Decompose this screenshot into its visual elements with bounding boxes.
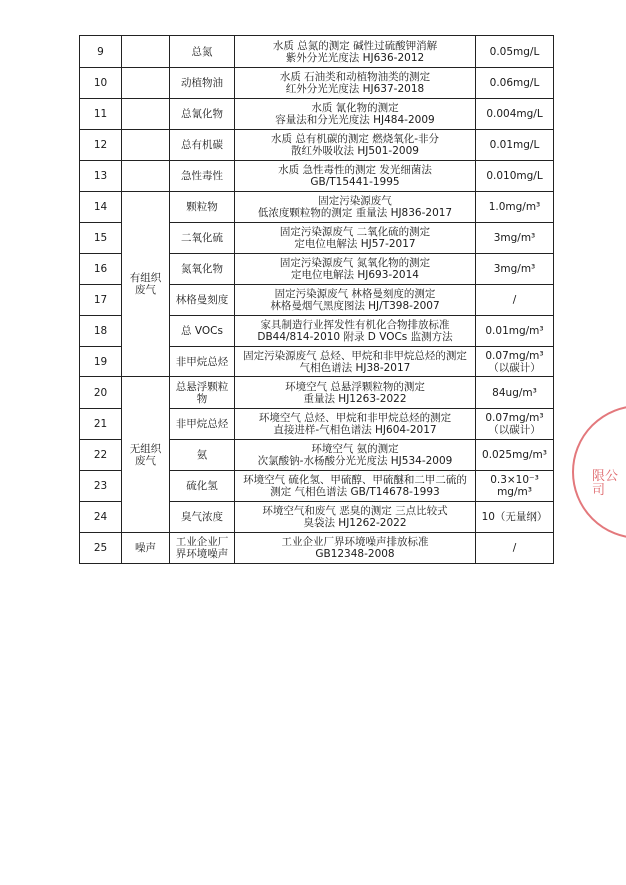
item-name: 总氮 xyxy=(170,36,235,68)
method-cell xyxy=(235,377,476,409)
method-cell xyxy=(235,347,476,377)
method-line: GB/T15441-1995 xyxy=(310,176,400,188)
detection-limit: 0.01mg/L xyxy=(476,130,554,161)
method-line: 家具制造行业挥发性有机化合物排放标准 xyxy=(260,319,450,331)
detection-limit: 0.010mg/L xyxy=(476,161,554,192)
category-unorganized-gas: 无组织废气 xyxy=(122,377,170,533)
method-line: 红外分光光度法 HJ637-2018 xyxy=(285,83,425,95)
table-row xyxy=(80,99,554,130)
row-number: 19 xyxy=(80,347,122,377)
row-number: 15 xyxy=(80,223,122,254)
item-name: 总有机碳 xyxy=(170,130,235,161)
detection-limit: 0.025mg/m³ xyxy=(476,440,554,471)
method-cell xyxy=(235,36,476,68)
method-line: 林格曼烟气黑度图法 HJ/T398-2007 xyxy=(270,300,440,312)
method-line: 紫外分光光度法 HJ636-2012 xyxy=(285,51,425,64)
item-name: 动植物油 xyxy=(170,68,235,99)
table-row xyxy=(80,192,554,223)
row-number: 10 xyxy=(80,68,122,99)
item-name: 氮氧化物 xyxy=(170,254,235,285)
category-noise: 噪声 xyxy=(122,533,170,564)
method-line: 定电位电解法 HJ693-2014 xyxy=(291,269,419,281)
row-number: 17 xyxy=(80,285,122,316)
item-name: 工业企业厂界环境噪声 xyxy=(170,533,235,564)
method-line: 固定污染源废气 林格曼刻度的测定 xyxy=(274,288,436,300)
method-cell xyxy=(235,316,476,347)
method-cell xyxy=(235,254,476,285)
method-cell xyxy=(235,409,476,440)
method-line: 环境空气 总悬浮颗粒物的测定 xyxy=(285,380,425,393)
method-line: 工业企业厂界环境噪声排放标准 xyxy=(281,536,429,548)
detection-limit: / xyxy=(476,285,554,316)
item-name: 非甲烷总烃 xyxy=(170,409,235,440)
row-number: 16 xyxy=(80,254,122,285)
method-cell xyxy=(235,130,476,161)
method-line: 环境空气 总烃、甲烷和非甲烷总烃的测定 xyxy=(258,412,452,424)
detection-limit: / xyxy=(476,533,554,564)
method-line: 次氯酸钠-水杨酸分光光度法 HJ534-2009 xyxy=(257,455,453,467)
method-cell xyxy=(235,285,476,316)
method-line: 水质 石油类和动植物油类的测定 xyxy=(279,71,431,83)
method-cell xyxy=(235,99,476,130)
category-cell-empty xyxy=(122,130,170,161)
detection-limit: 0.06mg/L xyxy=(476,68,554,99)
method-line: 固定污染源废气 总烃、甲烷和非甲烷总烃的测定 xyxy=(243,349,467,362)
method-line: 固定污染源废气 氮氧化物的测定 xyxy=(279,257,431,269)
row-number: 18 xyxy=(80,316,122,347)
detection-limit: 0.3×10⁻³ mg/m³ xyxy=(476,471,554,502)
row-number: 11 xyxy=(80,99,122,130)
method-line: 臭袋法 HJ1262-2022 xyxy=(303,517,407,529)
item-name: 急性毒性 xyxy=(170,161,235,192)
row-number: 25 xyxy=(80,533,122,564)
detection-limit: 84ug/m³ xyxy=(476,377,554,409)
method-line: 测定 气相色谱法 GB/T14678-1993 xyxy=(270,486,440,498)
method-cell xyxy=(235,440,476,471)
row-number: 9 xyxy=(80,36,122,68)
method-line: 直接进样-气相色谱法 HJ604-2017 xyxy=(273,424,437,436)
method-line: GB12348-2008 xyxy=(315,548,395,560)
item-name: 总氰化物 xyxy=(170,99,235,130)
category-cell-empty xyxy=(122,161,170,192)
row-number: 21 xyxy=(80,409,122,440)
category-cell-empty xyxy=(122,68,170,99)
detection-limit: 3mg/m³ xyxy=(476,254,554,285)
method-line: 水质 氰化物的测定 xyxy=(311,102,399,114)
row-number: 20 xyxy=(80,377,122,409)
method-line: 水质 急性毒性的测定 发光细菌法 xyxy=(278,164,432,176)
method-line: 环境空气和废气 恶臭的测定 三点比较式 xyxy=(262,505,448,517)
table-row xyxy=(80,36,554,68)
item-name: 总 VOCs xyxy=(170,316,235,347)
method-line: 环境空气 硫化氢、甲硫醇、甲硫醚和二甲二硫的 xyxy=(243,474,467,486)
row-number: 23 xyxy=(80,471,122,502)
category-organized-gas: 有组织废气 xyxy=(122,192,170,377)
method-line: 容量法和分光光度法 HJ484-2009 xyxy=(275,114,435,126)
row-number: 24 xyxy=(80,502,122,533)
category-cell-empty xyxy=(122,36,170,68)
detection-limit: 0.07mg/m³（以碳计） xyxy=(476,347,554,377)
method-cell xyxy=(235,161,476,192)
method-cell xyxy=(235,471,476,502)
detection-limit: 3mg/m³ xyxy=(476,223,554,254)
company-seal-text: 限公司 xyxy=(592,469,619,498)
table-row xyxy=(80,68,554,99)
row-number: 13 xyxy=(80,161,122,192)
method-line: DB44/814-2010 附录 D VOCs 监测方法 xyxy=(257,331,453,343)
detection-limit: 1.0mg/m³ xyxy=(476,192,554,223)
method-line: 定电位电解法 HJ57-2017 xyxy=(294,238,416,250)
item-name: 林格曼刻度 xyxy=(170,285,235,316)
row-number: 12 xyxy=(80,130,122,161)
table-row xyxy=(80,130,554,161)
method-cell xyxy=(235,223,476,254)
method-line: 环境空气 氨的测定 xyxy=(311,443,399,455)
method-line: 水质 总氮的测定 碱性过硫酸钾消解 xyxy=(272,39,438,52)
table-row xyxy=(80,161,554,192)
method-cell xyxy=(235,68,476,99)
method-line: 固定污染源废气 二氧化硫的测定 xyxy=(279,226,431,238)
method-line: 固定污染源废气 xyxy=(318,195,392,207)
item-name: 二氧化硫 xyxy=(170,223,235,254)
row-number: 14 xyxy=(80,192,122,223)
method-line: 散红外吸收法 HJ501-2009 xyxy=(291,145,419,157)
row-number: 22 xyxy=(80,440,122,471)
item-name: 硫化氢 xyxy=(170,471,235,502)
item-name: 氨 xyxy=(170,440,235,471)
detection-limit: 0.07mg/m³（以碳计） xyxy=(476,409,554,440)
table-row xyxy=(80,533,554,564)
method-line: 水质 总有机碳的测定 燃烧氧化-非分 xyxy=(271,133,439,145)
category-cell-empty xyxy=(122,99,170,130)
detection-limit: 0.004mg/L xyxy=(476,99,554,130)
item-name: 颗粒物 xyxy=(170,192,235,223)
detection-limit: 0.05mg/L xyxy=(476,36,554,68)
method-line: 低浓度颗粒物的测定 重量法 HJ836-2017 xyxy=(257,207,453,219)
method-line: 重量法 HJ1263-2022 xyxy=(303,392,407,405)
item-name: 非甲烷总烃 xyxy=(170,347,235,377)
table-row xyxy=(80,377,554,409)
method-cell xyxy=(235,192,476,223)
method-cell xyxy=(235,502,476,533)
item-name: 总悬浮颗粒物 xyxy=(170,377,235,409)
monitoring-methods-table xyxy=(79,35,554,564)
method-cell xyxy=(235,533,476,564)
detection-limit: 10（无量纲） xyxy=(476,502,554,533)
item-name: 臭气浓度 xyxy=(170,502,235,533)
detection-limit: 0.01mg/m³ xyxy=(476,316,554,347)
method-line: 气相色谱法 HJ38-2017 xyxy=(299,361,411,374)
